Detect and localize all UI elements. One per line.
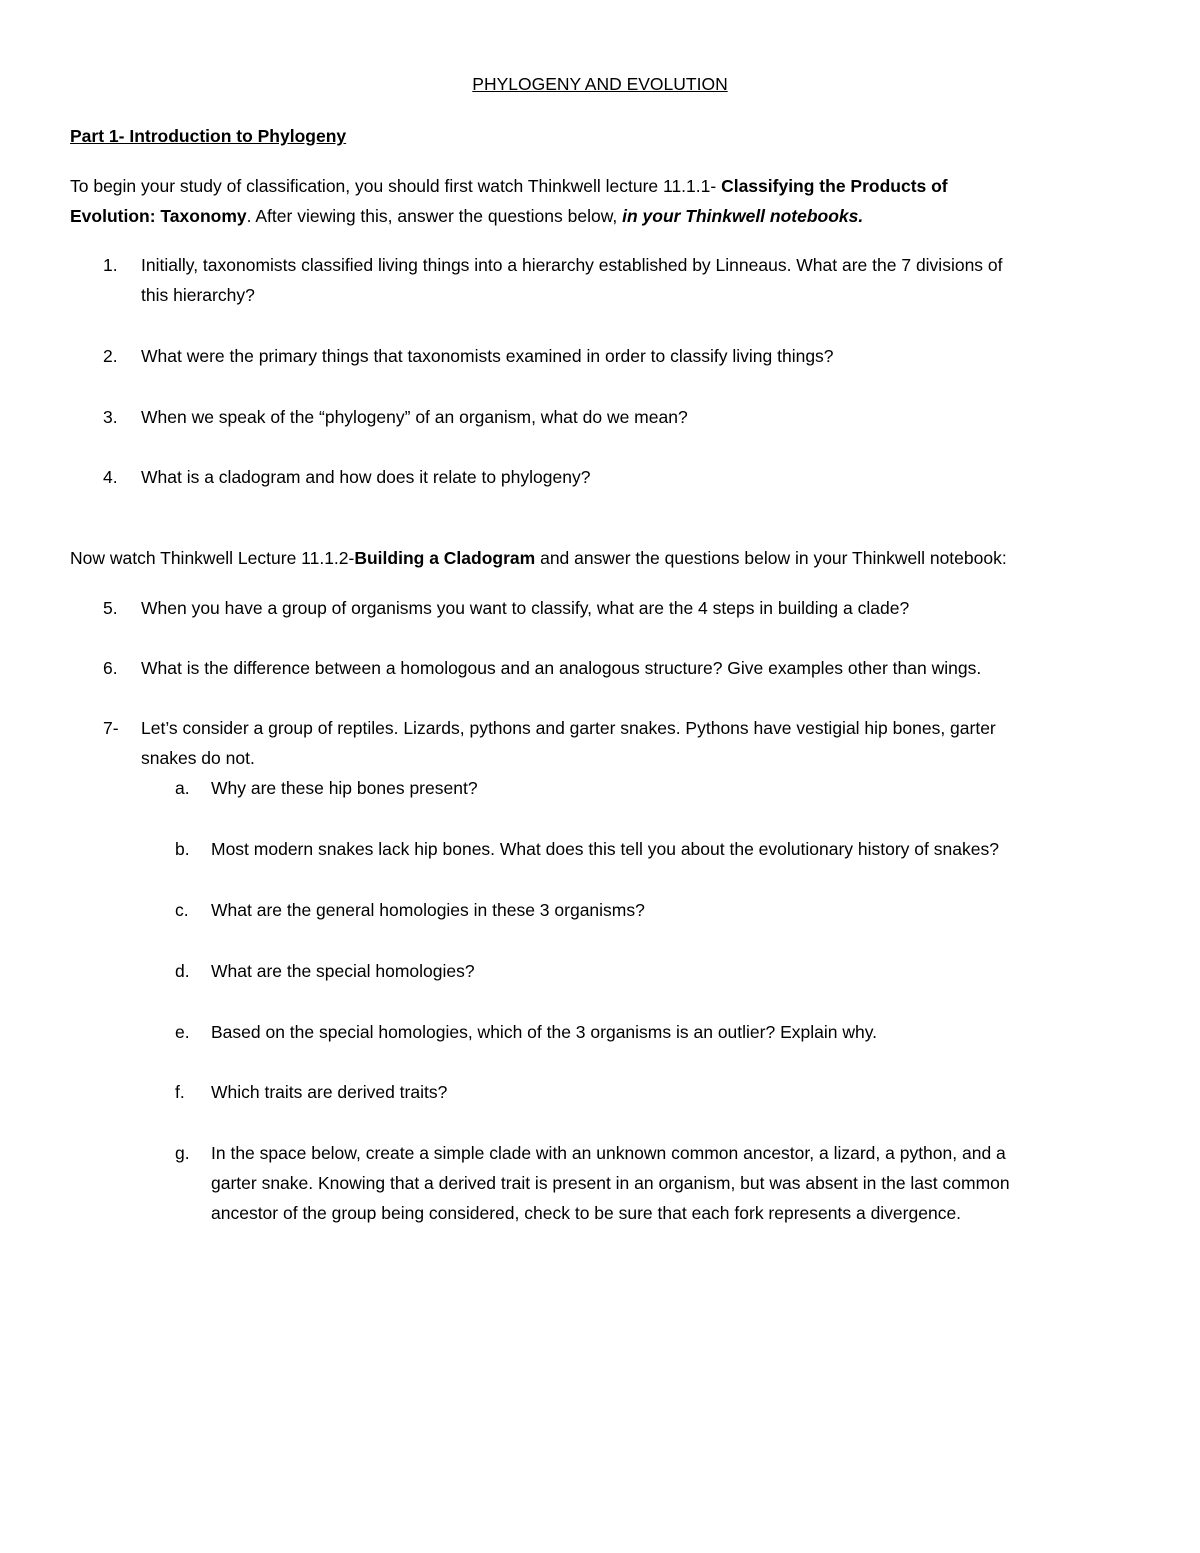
subquestion-text: What are the special homologies?	[211, 961, 475, 981]
subquestion-text: Most modern snakes lack hip bones. What does this tell you about the evolutionary history of snakes?	[211, 839, 999, 859]
intro-text-1: To begin your study of classification, you should first watch Thinkwell lecture 11.1.1-	[70, 176, 722, 196]
question-number: 5.	[103, 598, 118, 618]
subquestion-text: In the space below, create a simple clade with an unknown common ancestor, a lizard, a python, and a	[211, 1143, 1006, 1163]
part2-intro-text-2: and answer the questions below in your Thinkwell notebook:	[535, 548, 1007, 568]
subquestion-text: Based on the special homologies, which of the 3 organisms is an outlier? Explain why.	[211, 1022, 878, 1042]
subquestion-letter: f.	[175, 1082, 185, 1102]
intro-line-2	[70, 201, 863, 231]
part1-heading: Part 1- Introduction to Phylogeny	[70, 126, 347, 146]
intro-bold-2: Evolution: Taxonomy	[70, 206, 247, 226]
question-number: 6.	[103, 658, 118, 678]
subquestion-text: Why are these hip bones present?	[211, 778, 478, 798]
question-text: Initially, taxonomists classified living things into a hierarchy established by Linneaus. What are the 7 divisions of	[141, 255, 1003, 275]
question-text: When we speak of the “phylogeny” of an organism, what do we mean?	[141, 407, 688, 427]
subquestion-letter: g.	[175, 1143, 190, 1163]
subquestion-text: ancestor of the group being considered, check to be sure that each fork represents a divergence.	[211, 1203, 962, 1223]
subquestion-text: Which traits are derived traits?	[211, 1082, 448, 1102]
subquestion-text: garter snake. Knowing that a derived trait is present in an organism, but was absent in the last common	[211, 1173, 1010, 1193]
intro-bolditalic: in your Thinkwell notebooks	[622, 206, 859, 226]
question-text: this hierarchy?	[141, 285, 255, 305]
subquestion-letter: a.	[175, 778, 190, 798]
question-number: 1.	[103, 255, 118, 275]
question-number: 7-	[103, 718, 119, 738]
subquestion-letter: b.	[175, 839, 190, 859]
intro-bold-1: Classifying the Products of	[721, 176, 948, 196]
intro-text-2: . After viewing this, answer the questions below,	[246, 206, 623, 226]
part2-intro-bold: Building a Cladogram	[354, 548, 536, 568]
subquestion-text: What are the general homologies in these 3 organisms?	[211, 900, 645, 920]
document-title: PHYLOGENY AND EVOLUTION	[472, 74, 728, 94]
question-text: What were the primary things that taxonomists examined in order to classify living things?	[141, 346, 834, 366]
subquestion-letter: e.	[175, 1022, 190, 1042]
question-text: What is the difference between a homologous and an analogous structure? Give examples other than wings.	[141, 658, 982, 678]
intro-line-1	[70, 171, 948, 201]
intro-text-3: .	[858, 206, 864, 226]
question-number: 4.	[103, 467, 118, 487]
question-text: Let’s consider a group of reptiles. Lizards, pythons and garter snakes. Pythons have vestigial hip bones, garter	[141, 718, 996, 738]
question-text: snakes do not.	[141, 748, 255, 768]
question-text: What is a cladogram and how does it relate to phylogeny?	[141, 467, 591, 487]
question-number: 3.	[103, 407, 118, 427]
question-number: 2.	[103, 346, 118, 366]
subquestion-letter: d.	[175, 961, 190, 981]
part2-intro	[70, 543, 1007, 573]
part2-intro-text-1: Now watch Thinkwell Lecture 11.1.2-	[70, 548, 355, 568]
subquestion-letter: c.	[175, 900, 189, 920]
question-text: When you have a group of organisms you want to classify, what are the 4 steps in building a clade?	[141, 598, 910, 618]
